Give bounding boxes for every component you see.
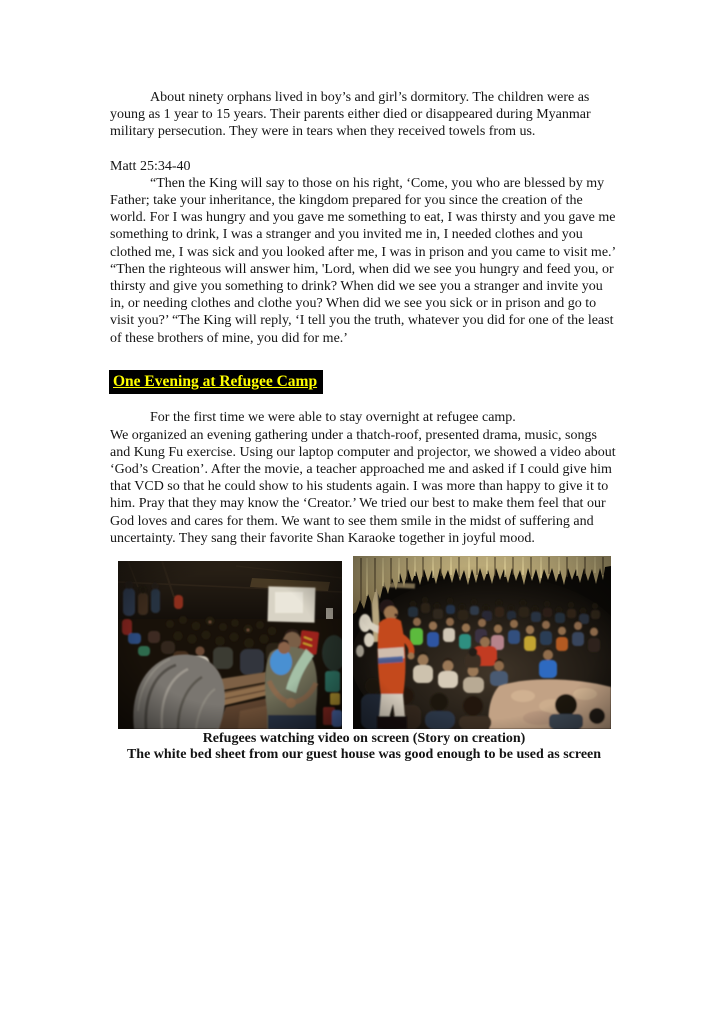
paragraph-orphans: About ninety orphans lived in boy’s and girl’s dormitory. The children were as young as 1 year to 15 years. Their parents either died or disappeared during Myanmar military persecution. They were in tears when they received towels from us. xyxy=(110,90,591,140)
scripture-quote: “Then the King will say to those on his right, ‘Come, you who are blessed by my Father; take your inheritance, the kingdom prepared for you since the creation of the world. For I was hungry and you gave me something to eat, I was thirsty and you gave me something to drink, I was a stranger and you invited me in, I needed clothes and you clothed me, I was sick and you looked after me, I was in prison and you came to visit me.’ “Then the righteous will answer him, 'Lord, when did we see you hungry and feed you, or thirsty and give you something to drink? When did we see you a stranger and invite you in, or needing clothes and clothe you? When did we see you sick or in prison and go to visit you?’ “The King will reply, ‘I tell you the truth, whatever you did for one of the least of these brothers of mine, you did for me.’ xyxy=(110,175,616,346)
photo-indoor-crowd xyxy=(118,561,342,729)
photo-caption-line1: Refugees watching video on screen (Story on creation) xyxy=(202,730,526,746)
paragraph-evening: We organized an evening gathering under a thatch-roof, presented drama, music, songs and Kung Fu exercise. Using our laptop computer and projector, we showed a video about ‘God’s Creation’. After the movie, a teacher approached me and asked if I could give him that VCD so that he could show to his students again. I was more than happy to give it to him. Pray that they may know the ‘Creator.’ We tried our best to make them feel that our God loves and cares for them. We want to see them smile in the midst of suffering and uncertainty. They sang their favorite Shan Karaoke together in joyful mood. xyxy=(110,427,616,546)
section-heading: One Evening at Refugee Camp xyxy=(109,370,323,395)
photo-caption-line2: The white bed sheet from our guest house was good enough to be used as screen xyxy=(126,747,602,763)
section-heading-row xyxy=(109,370,618,395)
photo-row xyxy=(110,556,618,729)
paragraph-first-time: For the first time we were able to stay overnight at refugee camp. xyxy=(150,410,516,426)
photo-thatch-crowd xyxy=(353,556,611,729)
scripture-reference: Matt 25:34-40 xyxy=(110,158,191,174)
